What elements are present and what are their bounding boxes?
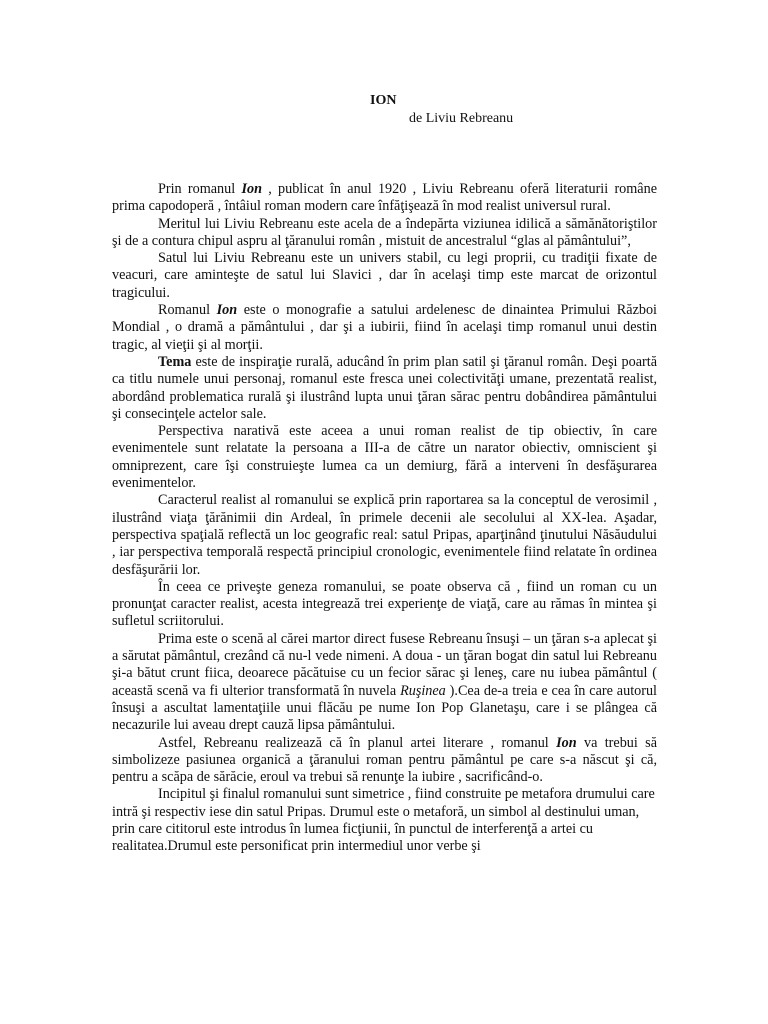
p9-novella-title: Ruşinea (400, 682, 446, 699)
p1-novel-title: Ion (241, 181, 262, 197)
author-line: de Liviu Rebreanu (409, 111, 514, 126)
paragraph-7: Caracterul realist al romanului se explică prin raportarea sa la conceptul de verosimil , ilustrând viaţa ţărănimii din Ardeal, în primele decenii ale secolului al XX-lea. Aşadar, perspectiva spaţială reflectă un loc geografic real: satul Pripas, aparţinând ţinutului Năsăudului , iar perspectiva temporală respectă principiul cronologic, evenimentele fiind relatate în ordinea desfăşurării lor. (112, 492, 657, 578)
p4-text-pre: Romanul (158, 302, 217, 319)
p5-tema-label: Tema (158, 353, 192, 370)
paragraph-9 (112, 631, 657, 735)
p5-text-post: este de inspiraţie rurală, aducând în prim plan satil şi ţăranul român. Deşi poartă ca titlu numele unui personaj, romanul este fresca unei colectivităţi umane, prezentată realist, abordând problematica rurală şi ilustrând lupta unui ţăran sărac pentru dobândirea pământului şi consecinţele actelor sale. (112, 353, 657, 422)
document-title: ION (370, 93, 397, 108)
p10-text-pre: Astfel, Rebreanu realizează că în planul artei literare , romanul (158, 734, 557, 751)
paragraph-2: Meritul lui Liviu Rebreanu este acela de a îndepărta viziunea idilică a sămănătoriştilor şi de a contura chipul aspru al ţăranului român , mistuit de ancestralul “glas al pământului”, (112, 215, 657, 249)
paragraph-6: Perspectiva narativă este aceea a unui roman realist de tip obiectiv, în care evenimentele sunt relatate la persoana a III-a de către un narator obiectiv, omniscient şi omniprezent, care îşi construieşte lumea ca un demiurg, fără a interveni în desfăşurarea evenimentelor. (112, 423, 657, 492)
paragraph-8: În ceea ce priveşte geneza romanului, se poate observa că , fiind un roman cu un pronunţat caracter realist, acesta integrează trei experienţe de viaţă, care au rămas în mintea şi sufletul scriitorului. (112, 578, 657, 630)
p10-novel-title: Ion (556, 734, 577, 751)
paragraph-1 (112, 181, 657, 216)
p1-text-post: , publicat în anul 1920 , Liviu Rebreanu oferă literaturii române prima capodoperă , întâiul roman modern care înfăţişează în mod realist universul rural. (112, 181, 657, 215)
paragraph-11: Incipitul şi finalul romanului sunt simetrice , fiind construite pe metafora drumului care intră şi respectiv iese din satul Pripas. Drumul este o metaforă, un simbol al destinului uman, prin care cititorul este introdus în lumea ficţiunii, în punctul de interferenţă a artei cu realitatea.Drumul este personificat prin intermediul unor verbe şi (112, 786, 655, 855)
paragraph-3: Satul lui Liviu Rebreanu este un univers stabil, cu legi proprii, cu tradiţii fixate de veacuri, care aminteşte de satul lui Slavici , dar în acelaşi timp este marcat de orizontul tragicului. (112, 250, 657, 301)
document-body (112, 181, 657, 856)
paragraph-4 (112, 302, 657, 354)
p4-text-post: este o monografie a satului ardelenesc de dinaintea Primului Război Mondial , o dramă a pământului , dar şi a iubirii, fiind în acelaşi timp romanul unui destin tragic, al vieţii şi al morţii. (112, 302, 657, 353)
p4-novel-title: Ion (216, 302, 238, 319)
p9-text-post: ).Cea de-a treia e cea în care autorul însuşi a ascultat lamentaţiile unui flăcău pe nume Ion Pop Glanetaşu, care i se plângea că necazurile lui aveau drept cauză lipsa pământului. (112, 682, 657, 734)
paragraph-5 (112, 354, 657, 423)
p9-text-pre: Prima este o scenă al cărei martor direct fusese Rebreanu însuşi – un ţăran s-a aplecat şi a sărutat pământul, crezând că nu-l vede nimeni. A doua - un ţăran bogat din satul lui Rebreanu şi-a bătut crunt fiica, deoarece păcătuise cu un fecior sărac şi leneş, care nu iubea pământul ( această scenă va fi ulterior transformată în nuvela (112, 630, 657, 699)
p10-text-post: va trebui să simbolizeze pasiunea organică a ţăranului roman pentru pământul pe care s-a născut şi că, pentru a scăpa de sărăcie, eroul va trebui să renunţe la iubire , sacrificând-o. (112, 734, 657, 786)
paragraph-10 (112, 735, 657, 787)
p1-text-pre: Prin romanul (158, 181, 242, 197)
